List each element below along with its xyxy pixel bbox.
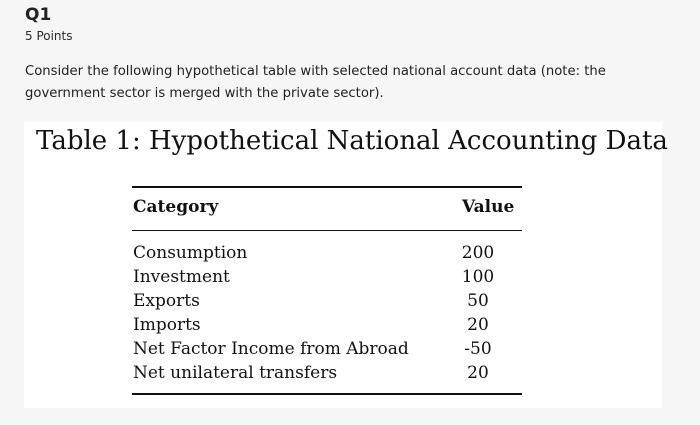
row-value: 50 xyxy=(467,291,489,311)
table-row xyxy=(132,291,522,315)
table-body xyxy=(132,243,522,387)
row-category: Exports xyxy=(133,291,200,311)
table-image xyxy=(24,122,668,408)
row-value: -50 xyxy=(464,339,492,359)
row-category: Net unilateral transfers xyxy=(133,363,338,383)
row-value: 20 xyxy=(467,363,489,383)
table-row xyxy=(132,243,522,267)
question-points: 5 Points xyxy=(25,29,73,43)
table-row xyxy=(132,267,522,291)
question-text: Consider the following hypothetical table with selected national account data (note: the government sector is merged with the private sector). xyxy=(25,64,606,101)
table-row xyxy=(132,363,522,387)
table-caption: Table 1: Hypothetical National Accounting Data xyxy=(36,126,668,156)
column-header-category: Category xyxy=(133,197,219,217)
row-value: 20 xyxy=(467,315,489,335)
row-category: Imports xyxy=(133,315,201,335)
row-category: Consumption xyxy=(133,243,248,263)
table-top-rule xyxy=(132,186,522,188)
row-value: 100 xyxy=(461,267,495,287)
column-header-value: Value xyxy=(462,197,515,217)
row-category: Investment xyxy=(133,267,230,287)
table-bottom-rule xyxy=(132,393,522,395)
table-row xyxy=(132,315,522,339)
row-value: 200 xyxy=(461,243,495,263)
table-row xyxy=(132,339,522,363)
row-category: Net Factor Income from Abroad xyxy=(133,339,409,359)
table-header-rule xyxy=(132,230,522,231)
question-title: Q1 xyxy=(25,5,52,25)
